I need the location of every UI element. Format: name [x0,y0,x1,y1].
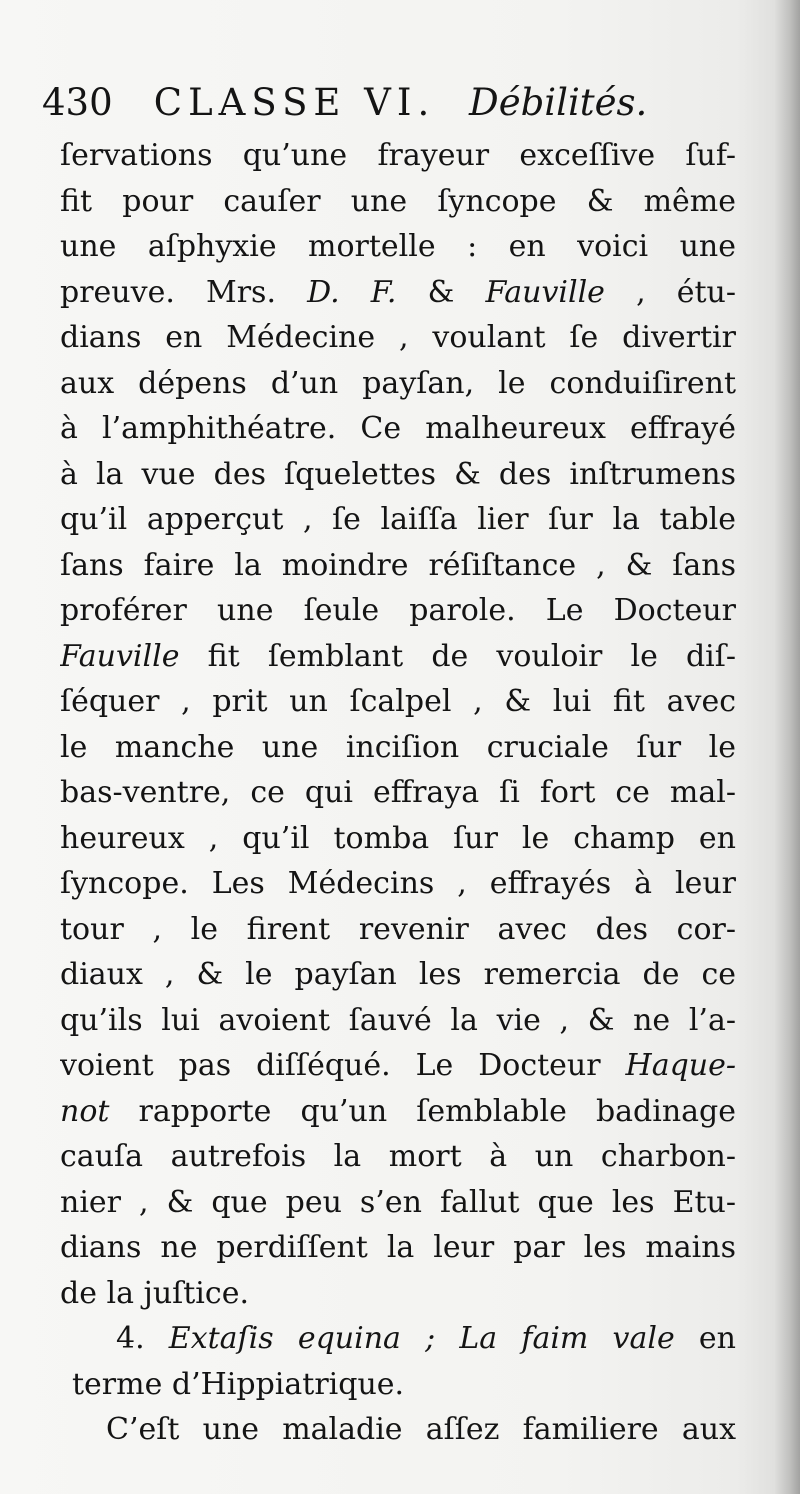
text-line [60,1316,736,1362]
text-run: ſéquer , prit un ſcalpel , & lui fit avec [60,684,736,719]
text-line [60,907,736,953]
text-run: en [674,1321,736,1356]
italic-text: Haque- [625,1048,736,1083]
text-run: fit pour cauſer une ſyncope & même [60,183,736,219]
text-run: dians en Médecine , voulant ſe divertir [60,320,736,355]
text-line [60,224,736,270]
text-line [60,1407,736,1453]
text-run: , étu- [604,274,736,310]
text-run: dians ne perdiſſent la leur par les mains [60,1230,736,1265]
text-run: qu’ils lui avoient ſauvé la vie , & ne l’a- [60,1002,736,1038]
text-run: une aſphyxie mortelle : en voici une [60,229,736,264]
text-line [60,179,736,225]
page-edge-shadow [774,0,800,1494]
text-run: 4. [116,1321,169,1356]
italic-text: Fauville [60,638,180,674]
text-line [60,1180,736,1226]
text-run: voient pas diſſéqué. Le Docteur [60,1048,626,1083]
text-run: tour , le firent revenir avec des cor- [60,911,736,947]
text-line [60,816,736,862]
text-run: preuve. Mrs. [60,274,308,310]
text-line [60,406,736,452]
italic-text: D. F. [307,274,397,310]
text-line [60,634,736,680]
text-run: terme d’Hippiatrique. [72,1366,405,1402]
page-number: 430 [42,81,113,124]
running-head [42,78,742,128]
text-run: à la vue des ſquelettes & des inſtrumens [60,456,736,492]
text-run: ſervations qu’une frayeur exceſſive ſuf- [60,138,736,173]
text-run: & [396,274,486,310]
text-line [60,588,736,634]
text-run: rapporte qu’un ſemblable badinage [109,1093,736,1129]
text-run: ſans faire la moindre réſiſtance , & ſans [60,547,736,583]
text-line [60,1271,736,1317]
text-line [60,1089,736,1135]
text-line [60,543,736,589]
body-text [60,133,736,1453]
text-run: heureux , qu’il tomba ſur le champ en [60,820,736,856]
text-line [60,497,736,543]
text-run: nier , & que peu s’en fallut que les Etu- [60,1184,736,1220]
text-run: le manche une inciſion cruciale ſur le [60,729,736,765]
text-run: aux dépens d’un payſan, le conduiſirent [60,365,736,401]
text-run: diaux , & le payſan les remercia de ce [60,957,736,992]
italic-text: not [60,1093,110,1129]
text-line [60,770,736,816]
text-run: à l’amphithéatre. Ce malheureux effrayé [60,411,736,446]
text-line [60,1362,736,1408]
text-run: cauſa autrefois la mort à un charbon- [60,1139,736,1174]
text-line [60,270,736,316]
text-line [60,361,736,407]
text-line [60,1134,736,1180]
text-line [60,861,736,907]
text-line [60,315,736,361]
text-line [60,679,736,725]
text-run: fit ſemblant de vouloir le diſ- [179,638,736,674]
text-line [60,725,736,771]
text-run: C’eſt une maladie aſſez familiere aux [106,1412,736,1447]
text-run: de la juſtice. [60,1275,249,1311]
chapter-subject: Débilités. [469,81,648,124]
text-line [60,133,736,179]
text-line [60,998,736,1044]
text-line [60,452,736,498]
text-run: proférer une ſeule parole. Le Docteur [60,593,736,628]
italic-text: Fauville [485,274,605,310]
text-line [60,1225,736,1271]
text-run: bas-ventre, ce qui effraya ſi fort ce mal- [60,775,736,810]
class-label: CLASSE VI. [153,81,436,124]
text-line [60,1043,736,1089]
text-run: qu’il apperçut , ſe laiſſa lier ſur la table [60,502,736,537]
text-line [60,952,736,998]
text-run: ſyncope. Les Médecins , effrayés à leur [60,866,736,901]
italic-text: Extaſis equina ; La faim vale [168,1321,675,1356]
